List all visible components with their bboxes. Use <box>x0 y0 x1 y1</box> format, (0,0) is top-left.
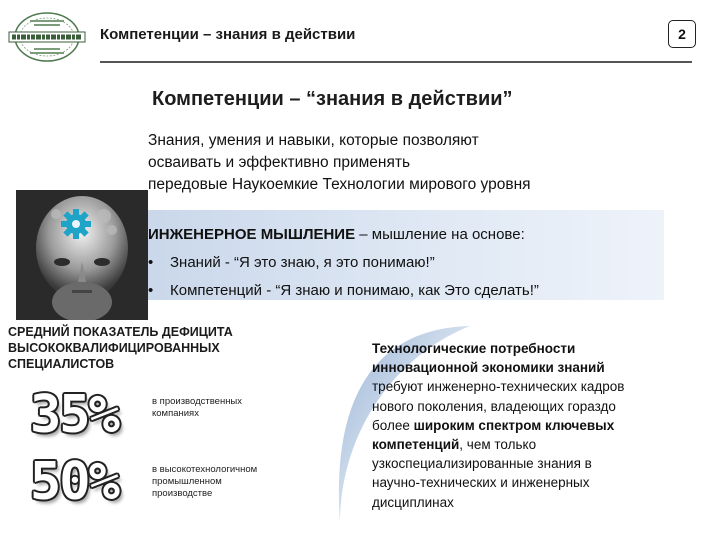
technology-needs-text <box>372 339 718 512</box>
text-bold: Технологические потребности <box>372 341 576 356</box>
definition-line: осваивать и эффективно применять <box>148 154 411 171</box>
text-bold: инновационной экономики знаний <box>372 360 605 376</box>
stat-value: 35% <box>30 385 118 445</box>
text-line: более <box>372 417 414 433</box>
text-line: , чем только <box>459 437 537 453</box>
header-title: Компетенции – знания в действии <box>100 26 356 43</box>
page-title: Компетенции – “знания в действии” <box>152 88 513 110</box>
deficit-heading <box>8 324 328 372</box>
stat-note <box>152 396 302 420</box>
definition-line: передовые Наукоемкие Технологии мирового уровня <box>148 176 531 193</box>
text-bold-inline: широким спектром ключевых <box>413 417 615 433</box>
stat-note-line: в высокотехнологичном <box>152 464 258 475</box>
header-divider <box>100 61 692 63</box>
page-number: 2 <box>668 20 696 48</box>
text-line: требуют инженерно-технических кадров <box>372 379 625 395</box>
text-line: узкоспециализированные знания в <box>372 456 592 472</box>
engineering-thinking-heading <box>148 226 525 243</box>
deficit-heading-line: ВЫСОКОКВАЛИФИЦИРОВАННЫХ <box>8 341 220 355</box>
gear-head-icon <box>16 190 148 320</box>
stat-note <box>152 464 302 500</box>
text-line: нового поколения, владеющих гораздо <box>372 398 616 414</box>
deficit-heading-line: СРЕДНИЙ ПОКАЗАТЕЛЬ ДЕФИЦИТА <box>8 325 233 339</box>
stat-note-line: производстве <box>152 488 213 499</box>
stat-note-line: компаниях <box>152 408 199 419</box>
bullet-text: Знаний - “Я это знаю, я это понимаю!” <box>170 254 435 271</box>
text-line: дисциплинах <box>372 494 454 510</box>
definition-line: Знания, умения и навыки, которые позволяют <box>148 132 479 149</box>
text-bold-inline: компетенций <box>372 437 460 453</box>
deficit-heading-line: СПЕЦИАЛИСТОВ <box>8 357 115 371</box>
list-item: • Компетенций - “Я знаю и понимаю, как Это сделать!” <box>148 282 539 299</box>
engineering-rest: – мышление на основе: <box>355 226 525 243</box>
university-logo-icon <box>6 10 88 64</box>
text-line: научно-технических и инженерных <box>372 475 590 491</box>
stat-value: 50% <box>30 452 118 512</box>
stat-note-line: промышленном <box>152 476 222 487</box>
definition-text <box>148 130 648 196</box>
engineering-term: ИНЖЕНЕРНОЕ МЫШЛЕНИЕ <box>148 226 356 243</box>
bullet-text: Компетенций - “Я знаю и понимаю, как Это сделать!” <box>170 282 539 299</box>
stat-note-line: в производственных <box>152 396 243 407</box>
list-item: • Знаний - “Я это знаю, я это понимаю!” <box>148 254 435 271</box>
